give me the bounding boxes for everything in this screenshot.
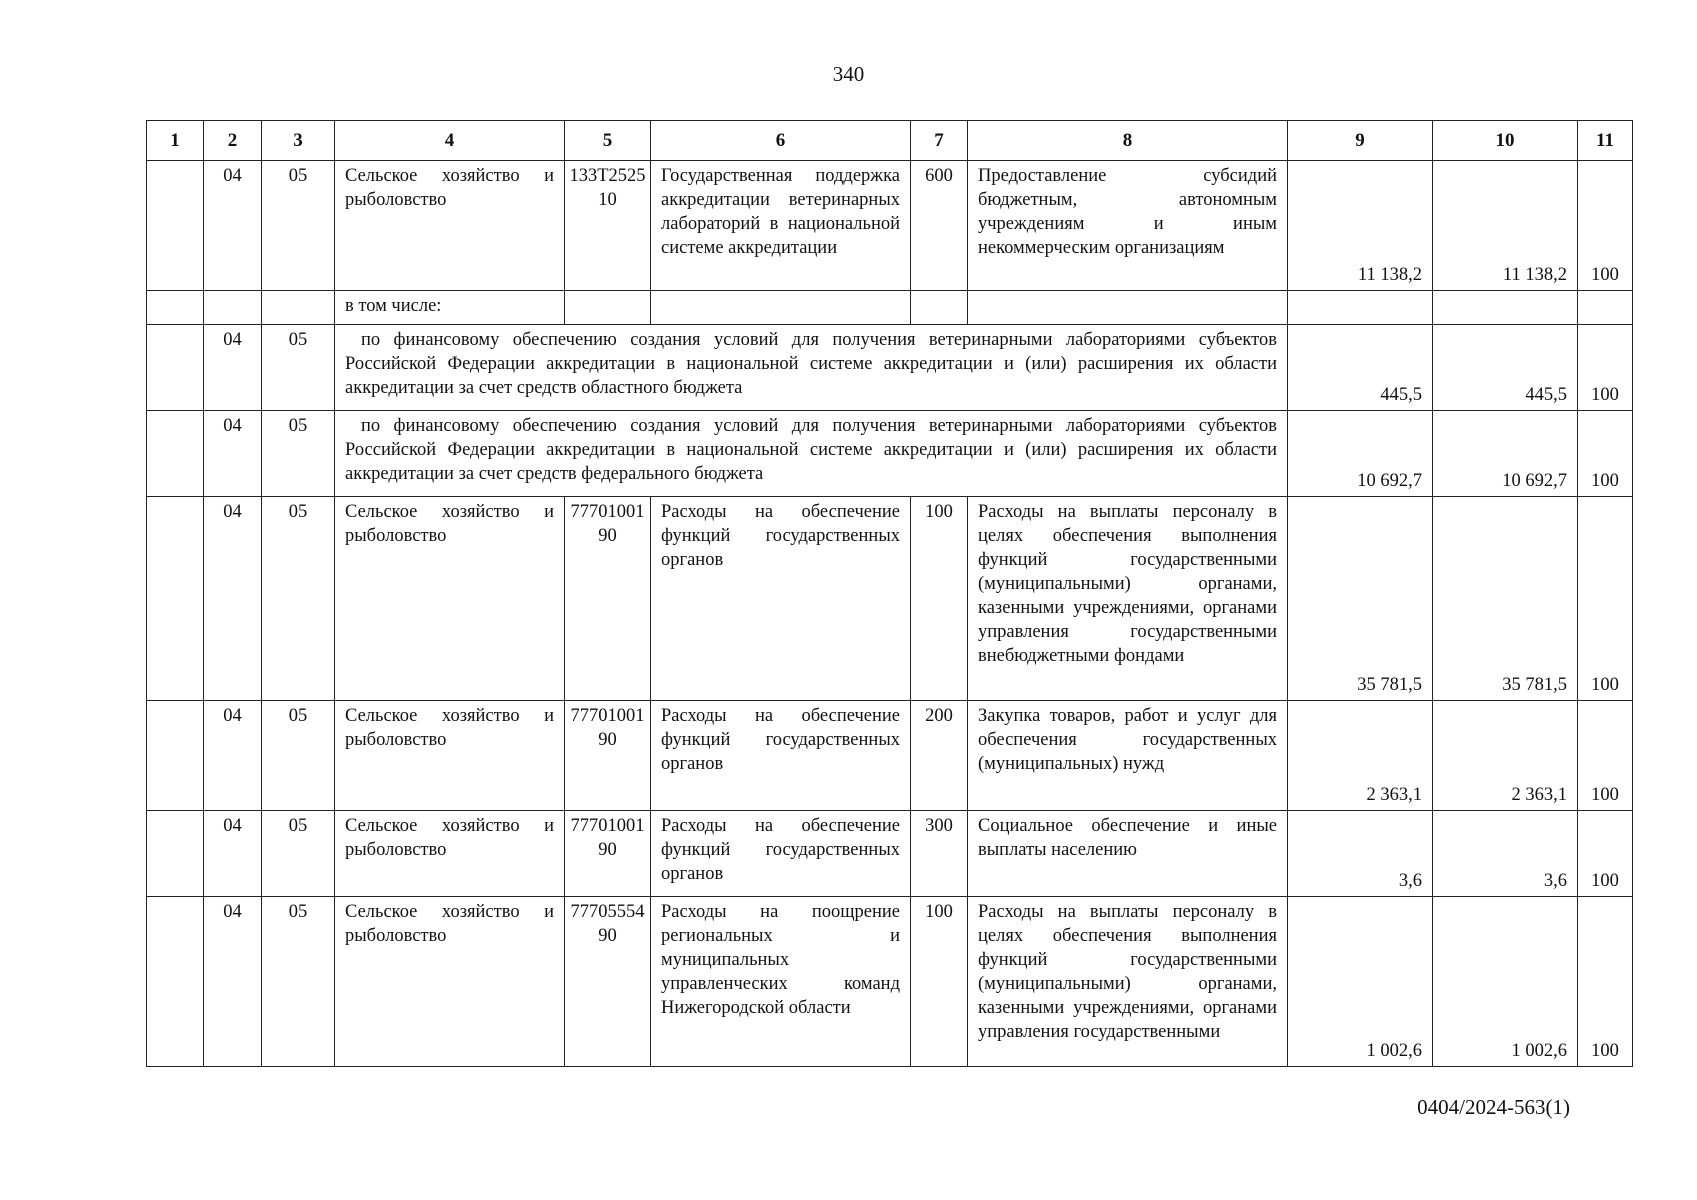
cell-subsection: 05	[262, 161, 335, 291]
cell-percent: 100	[1578, 701, 1633, 811]
page-number: 340	[832, 62, 865, 86]
cell-percent: 100	[1578, 811, 1633, 897]
cell-expense-type: 100	[911, 497, 968, 701]
cell-section-name: Сельское хозяйство и рыболовство	[335, 497, 565, 701]
cell-empty	[147, 897, 204, 1067]
cell-expense-name: Расходы на выплаты персоналу в целях обеспечения выполнения функций государственными (муниципальными) органами, казенными учреждениями, органами управления государственными	[968, 897, 1288, 1067]
column-header: 1	[147, 121, 204, 161]
cell-expense-type: 200	[911, 701, 968, 811]
cell-subsection: 05	[262, 897, 335, 1067]
cell-section: 04	[204, 811, 262, 897]
cell-empty	[147, 325, 204, 411]
cell-expense-name: Социальное обеспечение и иные выплаты населению	[968, 811, 1288, 897]
cell-empty	[147, 497, 204, 701]
cell-subsection: 05	[262, 811, 335, 897]
cell-empty	[911, 291, 968, 325]
table-row	[147, 897, 1633, 1067]
cell-expense-name: Предоставление субсидий бюджетным, автономным учреждениям и иным некоммерческим организациям	[968, 161, 1288, 291]
column-header: 2	[204, 121, 262, 161]
cell-actual: 3,6	[1433, 811, 1578, 897]
cell-actual: 11 138,2	[1433, 161, 1578, 291]
cell-expense-type: 100	[911, 897, 968, 1067]
cell-plan: 10 692,7	[1288, 411, 1433, 497]
cell-target-name: Расходы на поощрение региональных и муниципальных управленческих команд Нижегородской области	[651, 897, 911, 1067]
cell-actual: 445,5	[1433, 325, 1578, 411]
cell-target-name: Расходы на обеспечение функций государственных органов	[651, 497, 911, 701]
cell-expense-name: Расходы на выплаты персоналу в целях обеспечения выполнения функций государственными (муниципальными) органами, казенными учреждениями, органами управления государственными внебюджетными фондами	[968, 497, 1288, 701]
cell-subsection: 05	[262, 411, 335, 497]
cell-actual: 2 363,1	[1433, 701, 1578, 811]
cell-subsection: 05	[262, 701, 335, 811]
cell-percent: 100	[1578, 161, 1633, 291]
cell-section-name: Сельское хозяйство и рыболовство	[335, 897, 565, 1067]
table-row	[147, 291, 1633, 325]
cell-description: по финансовому обеспечению создания условий для получения ветеринарными лабораториями субъектов Российской Федерации аккредитации в национальной системе аккредитации и (или) расширения их области аккредитации за счет средств областного бюджета	[335, 325, 1288, 411]
column-header: 8	[968, 121, 1288, 161]
cell-target-code: 133Т252510	[565, 161, 651, 291]
column-header: 7	[911, 121, 968, 161]
cell-plan: 35 781,5	[1288, 497, 1433, 701]
cell-target-code: 7770100190	[565, 701, 651, 811]
column-header: 4	[335, 121, 565, 161]
cell-expense-name: Закупка товаров, работ и услуг для обеспечения государственных (муниципальных) нужд	[968, 701, 1288, 811]
cell-empty	[147, 701, 204, 811]
table-header-row	[147, 121, 1633, 161]
cell-percent: 100	[1578, 497, 1633, 701]
table-row	[147, 325, 1633, 411]
column-header: 11	[1578, 121, 1633, 161]
cell-target-code: 7770555490	[565, 897, 651, 1067]
cell-plan: 2 363,1	[1288, 701, 1433, 811]
cell-empty	[147, 411, 204, 497]
cell-actual: 10 692,7	[1433, 411, 1578, 497]
cell-plan: 1 002,6	[1288, 897, 1433, 1067]
budget-table	[146, 120, 1633, 1067]
cell-section: 04	[204, 497, 262, 701]
cell-subsection: 05	[262, 325, 335, 411]
cell-actual: 35 781,5	[1433, 497, 1578, 701]
cell-expense-type: 300	[911, 811, 968, 897]
cell-section-name: Сельское хозяйство и рыболовство	[335, 811, 565, 897]
document-code: 0404/2024-563(1)	[1417, 1095, 1570, 1119]
cell-empty	[1433, 291, 1578, 325]
column-header: 9	[1288, 121, 1433, 161]
cell-plan: 445,5	[1288, 325, 1433, 411]
cell-target-name: Государственная поддержка аккредитации ветеринарных лабораторий в национальной системе аккредитации	[651, 161, 911, 291]
table-row	[147, 497, 1633, 701]
table-row	[147, 411, 1633, 497]
cell-empty	[651, 291, 911, 325]
cell-empty	[147, 161, 204, 291]
cell-target-name: Расходы на обеспечение функций государственных органов	[651, 701, 911, 811]
cell-empty	[147, 811, 204, 897]
cell-subsection: 05	[262, 497, 335, 701]
cell-empty	[204, 291, 262, 325]
table-row	[147, 161, 1633, 291]
cell-plan: 3,6	[1288, 811, 1433, 897]
cell-target-name: Расходы на обеспечение функций государственных органов	[651, 811, 911, 897]
cell-empty	[262, 291, 335, 325]
cell-section: 04	[204, 161, 262, 291]
cell-percent: 100	[1578, 411, 1633, 497]
cell-including-label: в том числе:	[335, 291, 565, 325]
cell-plan: 11 138,2	[1288, 161, 1433, 291]
column-header: 3	[262, 121, 335, 161]
cell-section: 04	[204, 325, 262, 411]
cell-section-name: Сельское хозяйство и рыболовство	[335, 161, 565, 291]
cell-empty	[968, 291, 1288, 325]
table-row	[147, 701, 1633, 811]
cell-empty	[1578, 291, 1633, 325]
cell-section: 04	[204, 897, 262, 1067]
table-row	[147, 811, 1633, 897]
cell-expense-type: 600	[911, 161, 968, 291]
cell-target-code: 7770100190	[565, 497, 651, 701]
cell-percent: 100	[1578, 325, 1633, 411]
column-header: 10	[1433, 121, 1578, 161]
cell-empty	[1288, 291, 1433, 325]
column-header: 5	[565, 121, 651, 161]
cell-target-code: 7770100190	[565, 811, 651, 897]
cell-description: по финансовому обеспечению создания условий для получения ветеринарными лабораториями субъектов Российской Федерации аккредитации в национальной системе аккредитации и (или) расширения их области аккредитации за счет средств федерального бюджета	[335, 411, 1288, 497]
cell-section: 04	[204, 411, 262, 497]
cell-section: 04	[204, 701, 262, 811]
cell-section-name: Сельское хозяйство и рыболовство	[335, 701, 565, 811]
cell-empty	[147, 291, 204, 325]
cell-actual: 1 002,6	[1433, 897, 1578, 1067]
cell-percent: 100	[1578, 897, 1633, 1067]
column-header: 6	[651, 121, 911, 161]
cell-empty	[565, 291, 651, 325]
